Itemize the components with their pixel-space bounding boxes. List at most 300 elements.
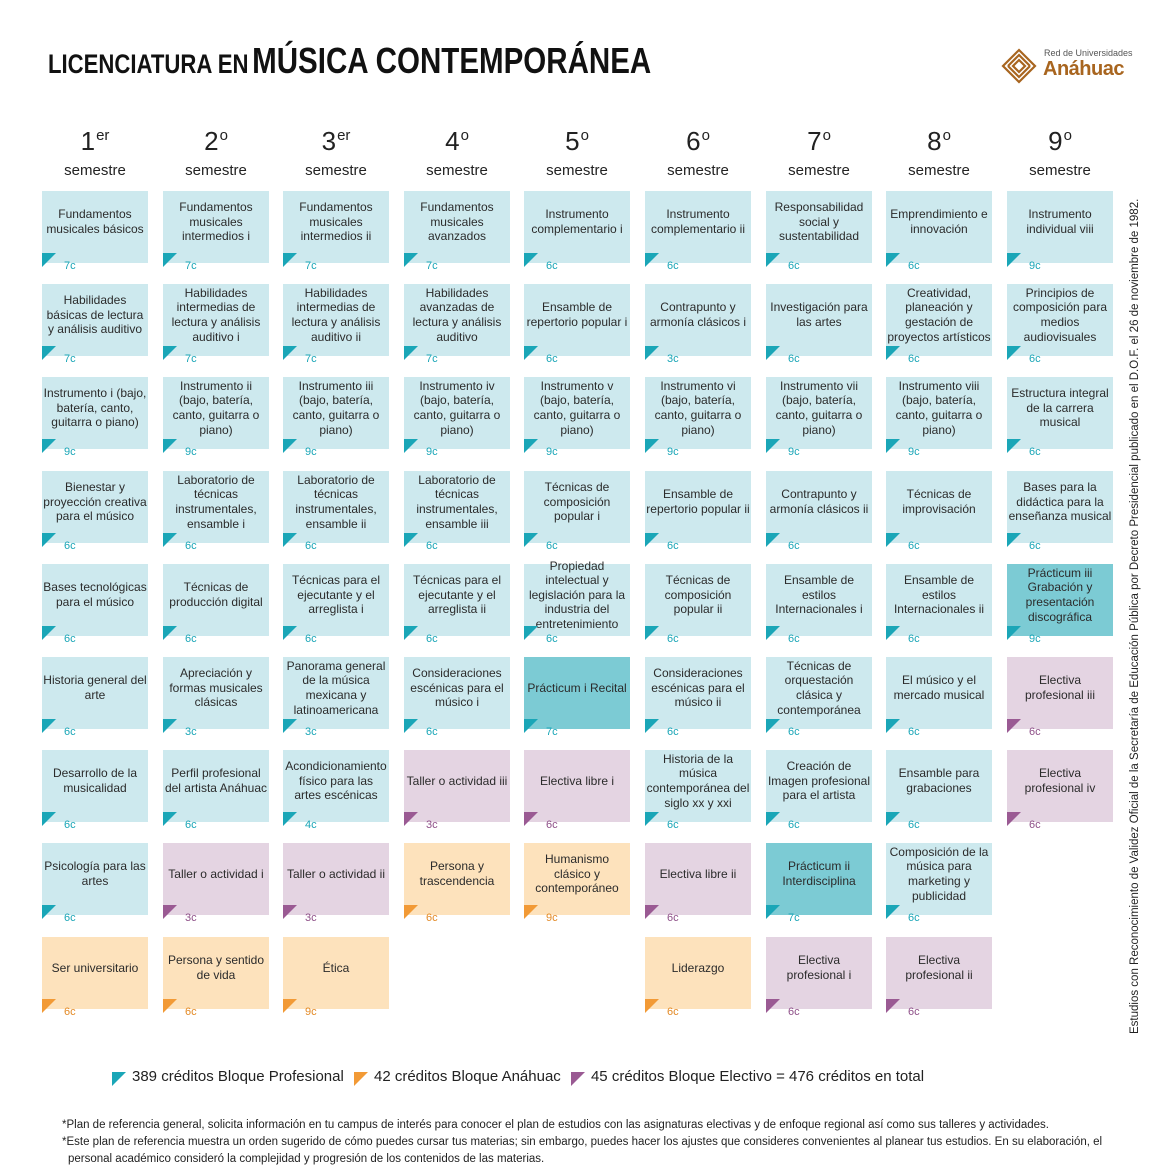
course-credits: 7c: [185, 260, 197, 272]
course-card: [524, 471, 630, 552]
block-corner-icon: [886, 719, 900, 733]
semester-header-6: [645, 126, 751, 180]
course-card: [886, 750, 992, 831]
semester-label: semestre: [788, 162, 850, 179]
block-corner-icon: [766, 719, 780, 733]
course-credits: 7c: [185, 353, 197, 365]
block-corner-icon: [886, 346, 900, 360]
block-corner-icon: [163, 999, 177, 1013]
course-card: [163, 750, 269, 831]
course-name: Laboratorio de técnicas instrumentales, ensamble ii: [295, 472, 377, 531]
semester-label: semestre: [426, 162, 488, 179]
semester-header-1: [42, 126, 148, 180]
semester-label: semestre: [908, 162, 970, 179]
semester-number: [204, 126, 228, 161]
course-credits: 6c: [64, 912, 76, 924]
semester-number-suffix: o: [460, 127, 469, 144]
course-name: Ensamble para grabaciones: [898, 766, 980, 795]
course-credits: 6c: [908, 633, 920, 645]
semester-label: semestre: [667, 162, 729, 179]
block-corner-icon: [42, 626, 56, 640]
block-corner-icon: [404, 346, 418, 360]
block-corner-icon: [283, 439, 297, 453]
course-name: Propiedad intelectual y legislación para la industria del entretenimiento: [528, 558, 626, 631]
course-name: Humanismo clásico y contemporáneo: [535, 852, 619, 896]
block-corner-icon: [283, 253, 297, 267]
block-corner-icon: [766, 253, 780, 267]
course-name: Técnicas de producción digital: [169, 580, 263, 609]
course-credits: 9c: [1029, 633, 1041, 645]
course-credits: 6c: [788, 540, 800, 552]
course-card: [766, 471, 872, 552]
semester-number-value: 8: [927, 126, 942, 156]
course-credits: 6c: [788, 1006, 800, 1018]
block-corner-icon: [766, 626, 780, 640]
course-credits: 6c: [64, 540, 76, 552]
course-card: [524, 191, 630, 272]
course-credits: 9c: [426, 446, 438, 458]
course-name: Instrumento individual viii: [1026, 207, 1094, 236]
course-card: [766, 937, 872, 1018]
course-credits: 6c: [788, 260, 800, 272]
course-name: Instrumento vii (bajo, batería, canto, guitarra o piano): [775, 378, 863, 437]
course-credits: 9c: [1029, 260, 1041, 272]
course-name: Responsabilidad social y sustentabilidad: [774, 200, 864, 244]
course-name: Persona y sentido de vida: [167, 953, 265, 982]
block-corner-icon: [404, 253, 418, 267]
semester-number: [807, 126, 831, 161]
semester-label: semestre: [1029, 162, 1091, 179]
semester-number-value: 1: [80, 126, 96, 156]
block-corner-icon: [404, 533, 418, 547]
course-name: Bases tecnológicas para el músico: [43, 580, 147, 609]
course-name: Creación de Imagen profesional para el artista: [767, 759, 871, 803]
block-corner-icon: [645, 346, 659, 360]
block-corner-icon: [524, 253, 538, 267]
course-name: Ser universitario: [51, 960, 139, 975]
course-credits: 6c: [546, 633, 558, 645]
course-credits: 6c: [667, 912, 679, 924]
semester-number-suffix: o: [942, 127, 951, 144]
course-name: Instrumento vi (bajo, batería, canto, guitarra o piano): [654, 378, 742, 437]
course-name: Historia general del arte: [43, 673, 147, 702]
block-corner-icon: [163, 253, 177, 267]
semester-number-value: 5: [565, 126, 580, 156]
course-name: Fundamentos musicales avanzados: [420, 200, 494, 244]
course-name: Composición de la música para marketing y publicidad: [889, 844, 989, 903]
course-card: [42, 657, 148, 738]
footnotes: [62, 1117, 1142, 1168]
course-card: [766, 377, 872, 458]
course-name: Principios de composición para medios audiovisuales: [1012, 285, 1108, 344]
block-corner-icon: [1007, 253, 1021, 267]
course-credits: 6c: [908, 1006, 920, 1018]
course-name: El músico y el mercado musical: [893, 673, 985, 702]
semester-number-suffix: o: [1063, 127, 1072, 144]
course-credits: 6c: [908, 260, 920, 272]
block-corner-icon: [1007, 346, 1021, 360]
block-corner-icon: [645, 439, 659, 453]
semester-number-value: 2: [204, 126, 219, 156]
course-credits: 9c: [305, 1006, 317, 1018]
block-corner-icon: [283, 346, 297, 360]
semester-number-suffix: o: [219, 127, 228, 144]
semester-number: [1048, 126, 1072, 161]
course-card: [645, 471, 751, 552]
course-credits: 3c: [667, 353, 679, 365]
semester-number-suffix: o: [580, 127, 589, 144]
course-credits: 3c: [426, 819, 438, 831]
course-card: [886, 191, 992, 272]
course-credits: 6c: [1029, 540, 1041, 552]
title-prefix: LICENCIATURA EN: [48, 49, 249, 79]
footnote-3: personal académico consideró la complejidad y progresión de los contenidos de las materias.: [68, 1153, 545, 1165]
course-credits: 6c: [1029, 353, 1041, 365]
semester-number-suffix: o: [822, 127, 831, 144]
course-card: [42, 750, 148, 831]
course-card: [404, 750, 510, 831]
course-credits: 6c: [185, 633, 197, 645]
course-card: [766, 284, 872, 365]
course-card: [283, 471, 389, 552]
course-card: [1007, 284, 1113, 365]
course-name: Electiva profesional ii: [905, 953, 973, 982]
block-corner-icon: [524, 346, 538, 360]
footnote-2: *Este plan de referencia muestra un orden sugerido de cómo puedes cursar tus materias; sin embargo, puedes hacer los ajustes que consideres convenientes al planear tus estudios. En su elaboración, el: [62, 1136, 1103, 1148]
course-name: Bienestar y proyección creativa para el músico: [43, 480, 147, 524]
course-name: Instrumento complementario i: [531, 207, 623, 236]
block-corner-icon: [886, 533, 900, 547]
course-credits: 9c: [546, 912, 558, 924]
course-card: [1007, 564, 1113, 645]
course-credits: 6c: [64, 819, 76, 831]
course-credits: 6c: [908, 726, 920, 738]
course-credits: 6c: [546, 819, 558, 831]
course-card: [766, 750, 872, 831]
block-corner-icon: [283, 533, 297, 547]
block-corner-icon: [645, 253, 659, 267]
block-corner-icon: [163, 626, 177, 640]
course-card: [404, 564, 510, 645]
course-credits: 6c: [546, 260, 558, 272]
semester-number-value: 6: [686, 126, 701, 156]
block-corner-icon: [766, 999, 780, 1013]
course-card: [404, 843, 510, 924]
course-name: Electiva profesional iv: [1024, 766, 1096, 795]
course-credits: 6c: [788, 726, 800, 738]
semester-number: [322, 126, 351, 161]
block-corner-icon: [1007, 719, 1021, 733]
course-name: Perfil profesional del artista Anáhuac: [164, 766, 268, 795]
course-credits: 9c: [305, 446, 317, 458]
block-corner-icon: [42, 719, 56, 733]
block-corner-icon: [404, 812, 418, 826]
legend-electivo-icon: [571, 1072, 585, 1086]
course-name: Ética: [322, 960, 350, 975]
course-card: [524, 558, 630, 645]
course-credits: 6c: [908, 540, 920, 552]
course-name: Habilidades intermedias de lectura y análisis auditivo i: [171, 285, 261, 344]
anahuac-logo-icon: [1000, 46, 1038, 86]
course-name: Técnicas de composición popular i: [543, 480, 611, 524]
course-credits: 6c: [788, 819, 800, 831]
course-name: Electiva libre ii: [659, 866, 737, 881]
course-name: Prácticum ii Interdisciplina: [782, 859, 856, 888]
course-card: [1007, 657, 1113, 738]
block-corner-icon: [283, 626, 297, 640]
course-name: Habilidades básicas de lectura y análisis auditivo: [46, 293, 144, 337]
semester-header-3: [283, 126, 389, 180]
course-card: [766, 843, 872, 924]
course-card: [404, 284, 510, 365]
block-corner-icon: [524, 439, 538, 453]
course-name: Laboratorio de técnicas instrumentales, ensamble iii: [416, 472, 498, 531]
block-corner-icon: [766, 439, 780, 453]
course-card: [886, 937, 992, 1018]
legend-profesional-icon: [112, 1072, 126, 1086]
block-corner-icon: [766, 812, 780, 826]
course-card: [645, 937, 751, 1018]
course-credits: 6c: [426, 540, 438, 552]
course-card: [283, 564, 389, 645]
block-corner-icon: [42, 812, 56, 826]
course-name: Laboratorio de técnicas instrumentales, ensamble i: [175, 472, 257, 531]
course-credits: 6c: [667, 819, 679, 831]
course-credits: 6c: [788, 633, 800, 645]
course-card: [645, 843, 751, 924]
semester-number: [927, 126, 951, 161]
course-name: Bases para la didáctica para la enseñanza musical: [1008, 480, 1112, 524]
course-card: [886, 564, 992, 645]
course-credits: 6c: [667, 633, 679, 645]
course-credits: 6c: [908, 819, 920, 831]
legend-electivo-label: 45 créditos Bloque Electivo = 476 créditos en total: [590, 1068, 925, 1085]
course-card: [886, 471, 992, 552]
block-corner-icon: [524, 626, 538, 640]
course-name: Fundamentos musicales intermedios i: [179, 200, 253, 244]
block-corner-icon: [766, 905, 780, 919]
course-credits: 6c: [1029, 819, 1041, 831]
course-card: [163, 471, 269, 552]
title-main: MÚSICA CONTEMPORÁNEA: [252, 40, 652, 81]
course-card: [524, 843, 630, 924]
semester-header-7: [766, 126, 872, 180]
block-corner-icon: [163, 533, 177, 547]
semester-label: semestre: [185, 162, 247, 179]
course-credits: 7c: [546, 726, 558, 738]
course-credits: 9c: [908, 446, 920, 458]
block-corner-icon: [886, 999, 900, 1013]
semester-header-8: [886, 126, 992, 180]
block-corner-icon: [886, 439, 900, 453]
course-card: [283, 657, 389, 738]
block-corner-icon: [283, 999, 297, 1013]
semester-header-9: [1007, 126, 1113, 180]
course-credits: 6c: [426, 912, 438, 924]
course-name: Prácticum i Recital: [527, 680, 627, 695]
semester-label: semestre: [64, 162, 126, 179]
course-card: [163, 937, 269, 1018]
course-name: Técnicas para el ejecutante y el arreglista i: [291, 573, 381, 617]
course-card: [42, 377, 148, 458]
course-name: Instrumento iv (bajo, batería, canto, guitarra o piano): [413, 378, 501, 437]
course-name: Taller o actividad ii: [286, 866, 386, 881]
legend-anahuac: [354, 1068, 561, 1085]
course-name: Técnicas de improvisación: [902, 487, 976, 516]
course-card: [766, 564, 872, 645]
block-corner-icon: [886, 905, 900, 919]
course-card: [163, 564, 269, 645]
course-name: Instrumento viii (bajo, batería, canto, guitarra o piano): [895, 378, 983, 437]
course-credits: 3c: [305, 912, 317, 924]
course-credits: 7c: [305, 353, 317, 365]
course-credits: 6c: [1029, 446, 1041, 458]
course-card: [645, 750, 751, 831]
course-card: [42, 471, 148, 552]
course-card: [645, 284, 751, 365]
course-credits: 6c: [426, 633, 438, 645]
course-card: [42, 564, 148, 645]
rvoe-side-note: Estudios con Reconocimiento de Validez Oficial de la Secretaría de Educación Pública por Decreto Presidencial publicado en el D.O.F. el 26 de noviembre de 1982.: [1129, 198, 1141, 1034]
course-credits: 7c: [426, 260, 438, 272]
course-name: Ensamble de estilos Internacionales ii: [893, 573, 985, 617]
course-name: Prácticum iii Grabación y presentación discográfica: [1025, 565, 1095, 624]
block-corner-icon: [524, 719, 538, 733]
course-credits: 3c: [185, 912, 197, 924]
course-name: Psicología para las artes: [44, 859, 146, 888]
semester-header-5: [524, 126, 630, 180]
block-corner-icon: [283, 719, 297, 733]
course-credits: 6c: [185, 1006, 197, 1018]
block-corner-icon: [645, 999, 659, 1013]
course-name: Ensamble de estilos Internacionales i: [775, 573, 863, 617]
course-credits: 6c: [667, 726, 679, 738]
course-credits: 7c: [426, 353, 438, 365]
course-credits: 7c: [64, 353, 76, 365]
course-card: [283, 191, 389, 272]
course-credits: 6c: [667, 540, 679, 552]
course-card: [42, 284, 148, 365]
course-credits: 6c: [426, 726, 438, 738]
logo-brand-text: Anáhuac: [1043, 58, 1124, 80]
course-card: [163, 191, 269, 272]
course-name: Taller o actividad i: [168, 866, 264, 881]
block-corner-icon: [524, 905, 538, 919]
course-card: [404, 471, 510, 552]
course-name: Técnicas de composición popular ii: [664, 573, 732, 617]
course-credits: 6c: [1029, 726, 1041, 738]
course-name: Instrumento iii (bajo, batería, canto, guitarra o piano): [292, 378, 380, 437]
course-card: [645, 377, 751, 458]
course-card: [283, 377, 389, 458]
course-credits: 6c: [185, 819, 197, 831]
course-credits: 6c: [305, 633, 317, 645]
block-corner-icon: [645, 719, 659, 733]
block-corner-icon: [163, 719, 177, 733]
course-card: [42, 191, 148, 272]
course-name: Investigación para las artes: [770, 300, 868, 329]
course-credits: 9c: [64, 446, 76, 458]
course-name: Panorama general de la música mexicana y latinoamericana: [286, 658, 386, 717]
course-credits: 7c: [305, 260, 317, 272]
course-card: [766, 191, 872, 272]
course-card: [163, 843, 269, 924]
footnote-1: *Plan de referencia general, solicita información en tu campus de interés para conocer el plan de estudios con las asignaturas electivas y de enfoque regional así como sus talleres y actividades.: [62, 1119, 1050, 1131]
course-name: Acondicionamiento físico para las artes escénicas: [285, 759, 387, 803]
course-credits: 7c: [788, 912, 800, 924]
block-corner-icon: [283, 812, 297, 826]
course-card: [283, 750, 389, 831]
legend-electivo: [571, 1068, 924, 1085]
block-corner-icon: [1007, 812, 1021, 826]
course-name: Emprendimiento e innovación: [890, 207, 988, 236]
course-name: Ensamble de repertorio popular i: [526, 300, 628, 329]
block-corner-icon: [163, 812, 177, 826]
semester-number: [81, 126, 110, 161]
course-name: Liderazgo: [671, 960, 725, 975]
course-name: Técnicas para el ejecutante y el arreglista ii: [412, 573, 502, 617]
semester-header-2: [163, 126, 269, 180]
legend-anahuac-label: 42 créditos Bloque Anáhuac: [373, 1068, 561, 1085]
course-name: Habilidades intermedias de lectura y análisis auditivo ii: [291, 285, 381, 344]
course-name: Instrumento ii (bajo, batería, canto, guitarra o piano): [172, 378, 260, 437]
block-corner-icon: [42, 533, 56, 547]
block-corner-icon: [886, 626, 900, 640]
course-name: Taller o actividad iii: [406, 773, 508, 788]
course-name: Creatividad, planeación y gestación de proyectos artísticos: [887, 285, 991, 344]
course-card: [886, 377, 992, 458]
course-card: [524, 377, 630, 458]
course-card: [645, 657, 751, 738]
block-corner-icon: [645, 812, 659, 826]
course-card: [283, 843, 389, 924]
block-corner-icon: [766, 346, 780, 360]
course-name: Persona y trascendencia: [419, 859, 495, 888]
course-name: Ensamble de repertorio popular ii: [646, 487, 750, 516]
course-card: [645, 564, 751, 645]
course-credits: 6c: [305, 540, 317, 552]
course-name: Electiva profesional iii: [1024, 673, 1096, 702]
block-corner-icon: [42, 253, 56, 267]
course-credits: 6c: [546, 353, 558, 365]
credits-legend: [112, 1068, 930, 1090]
course-name: Instrumento i (bajo, batería, canto, guitarra o piano): [43, 386, 147, 430]
semester-number: [686, 126, 710, 161]
course-name: Estructura integral de la carrera musical: [1011, 386, 1109, 430]
semester-number-value: 3: [321, 126, 337, 156]
legend-profesional-label: 389 créditos Bloque Profesional: [132, 1068, 344, 1085]
course-credits: 9c: [788, 446, 800, 458]
semester-label: semestre: [546, 162, 608, 179]
course-credits: 9c: [546, 446, 558, 458]
course-credits: 9c: [185, 446, 197, 458]
block-corner-icon: [404, 905, 418, 919]
page-title: [48, 40, 651, 82]
block-corner-icon: [645, 533, 659, 547]
block-corner-icon: [886, 253, 900, 267]
course-card: [163, 284, 269, 365]
course-name: Fundamentos musicales intermedios ii: [299, 200, 373, 244]
course-credits: 3c: [185, 726, 197, 738]
course-name: Técnicas de orquestación clásica y contemporánea: [777, 658, 861, 717]
course-name: Contrapunto y armonía clásicos ii: [769, 487, 869, 516]
legend-anahuac-icon: [354, 1072, 368, 1086]
block-corner-icon: [1007, 439, 1021, 453]
block-corner-icon: [42, 346, 56, 360]
block-corner-icon: [163, 346, 177, 360]
block-corner-icon: [163, 439, 177, 453]
course-name: Instrumento complementario ii: [650, 207, 746, 236]
